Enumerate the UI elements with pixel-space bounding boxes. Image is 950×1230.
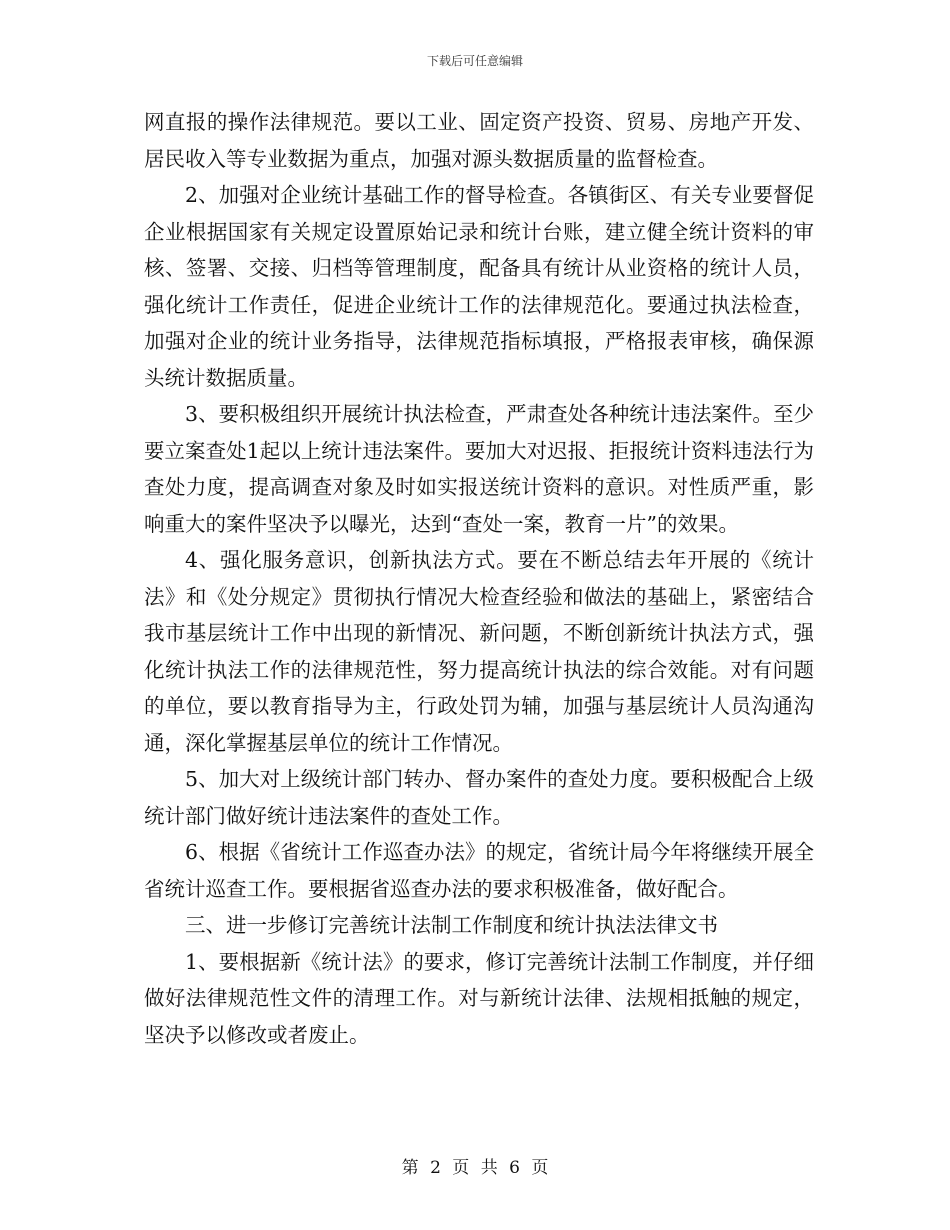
paragraph-item-6: 6、根据《省统计工作巡查办法》的规定，省统计局今年将继续开展全省统计巡查工作。要根据省巡查办法的要求积极准备，做好配合。 <box>144 840 814 901</box>
paragraph-item-5: 5、加大对上级统计部门转办、督办案件的查处力度。要积极配合上级统计部门做好统计违法案件的查处工作。 <box>144 767 814 828</box>
footer-total-prefix: 共 <box>480 1158 498 1178</box>
paragraph-item-2: 2、加强对企业统计基础工作的督导检查。各镇街区、有关专业要督促企业根据国家有关规定设置原始记录和统计台账，建立健全统计资料的审核、签署、交接、归档等管理制度，配备具有统计从业资格的统计人员，强化统计工作责任，促进企业统计工作的法律规范化。要通过执法检查，加强对企业的统计业务指导，法律规范指标填报，严格报表审核，确保源头统计数据质量。 <box>144 183 814 390</box>
footer-page-label: 页 <box>452 1158 470 1178</box>
footer-current-page: 2 <box>430 1158 441 1178</box>
footer-total-pages: 6 <box>509 1158 520 1178</box>
paragraph-item-4: 4、强化服务意识，创新执法方式。要在不断总结去年开展的《统计法》和《处分规定》贯彻执行情况大检查经验和做法的基础上，紧密结合我市基层统计工作中出现的新情况、新问题，不断创新统计执法方式，强化统计执法工作的法律规范性，努力提高统计执法的综合效能。对有问题的单位，要以教育指导为主，行政处罚为辅，加强与基层统计人员沟通沟通，深化掌握基层单位的统计工作情况。 <box>144 548 814 755</box>
paragraph-continuation: 网直报的操作法律规范。要以工业、固定资产投资、贸易、房地产开发、居民收入等专业数据为重点，加强对源头数据质量的监督检查。 <box>144 110 814 171</box>
paragraph-section3-item-1: 1、要根据新《统计法》的要求，修订完善统计法制工作制度，并仔细做好法律规范性文件的清理工作。对与新统计法律、法规相抵触的规定，坚决予以修改或者废止。 <box>144 949 814 1047</box>
document-body <box>144 104 814 1053</box>
footer-prefix: 第 <box>401 1158 419 1178</box>
section-heading-3: 三、进一步修订完善统计法制工作制度和统计执法法律文书 <box>185 913 718 937</box>
page-footer <box>0 1153 950 1178</box>
page-header-note: 下载后可任意编辑 <box>426 54 523 68</box>
footer-total-suffix: 页 <box>531 1158 549 1178</box>
paragraph-item-3: 3、要积极组织开展统计执法检查，严肃查处各种统计违法案件。至少要立案查处1起以上统计违法案件。要加大对迟报、拒报统计资料违法行为查处力度，提高调查对象及时如实报送统计资料的意识。对性质严重，影响重大的案件坚决予以曝光，达到“查处一案，教育一片”的效果。 <box>144 402 814 536</box>
